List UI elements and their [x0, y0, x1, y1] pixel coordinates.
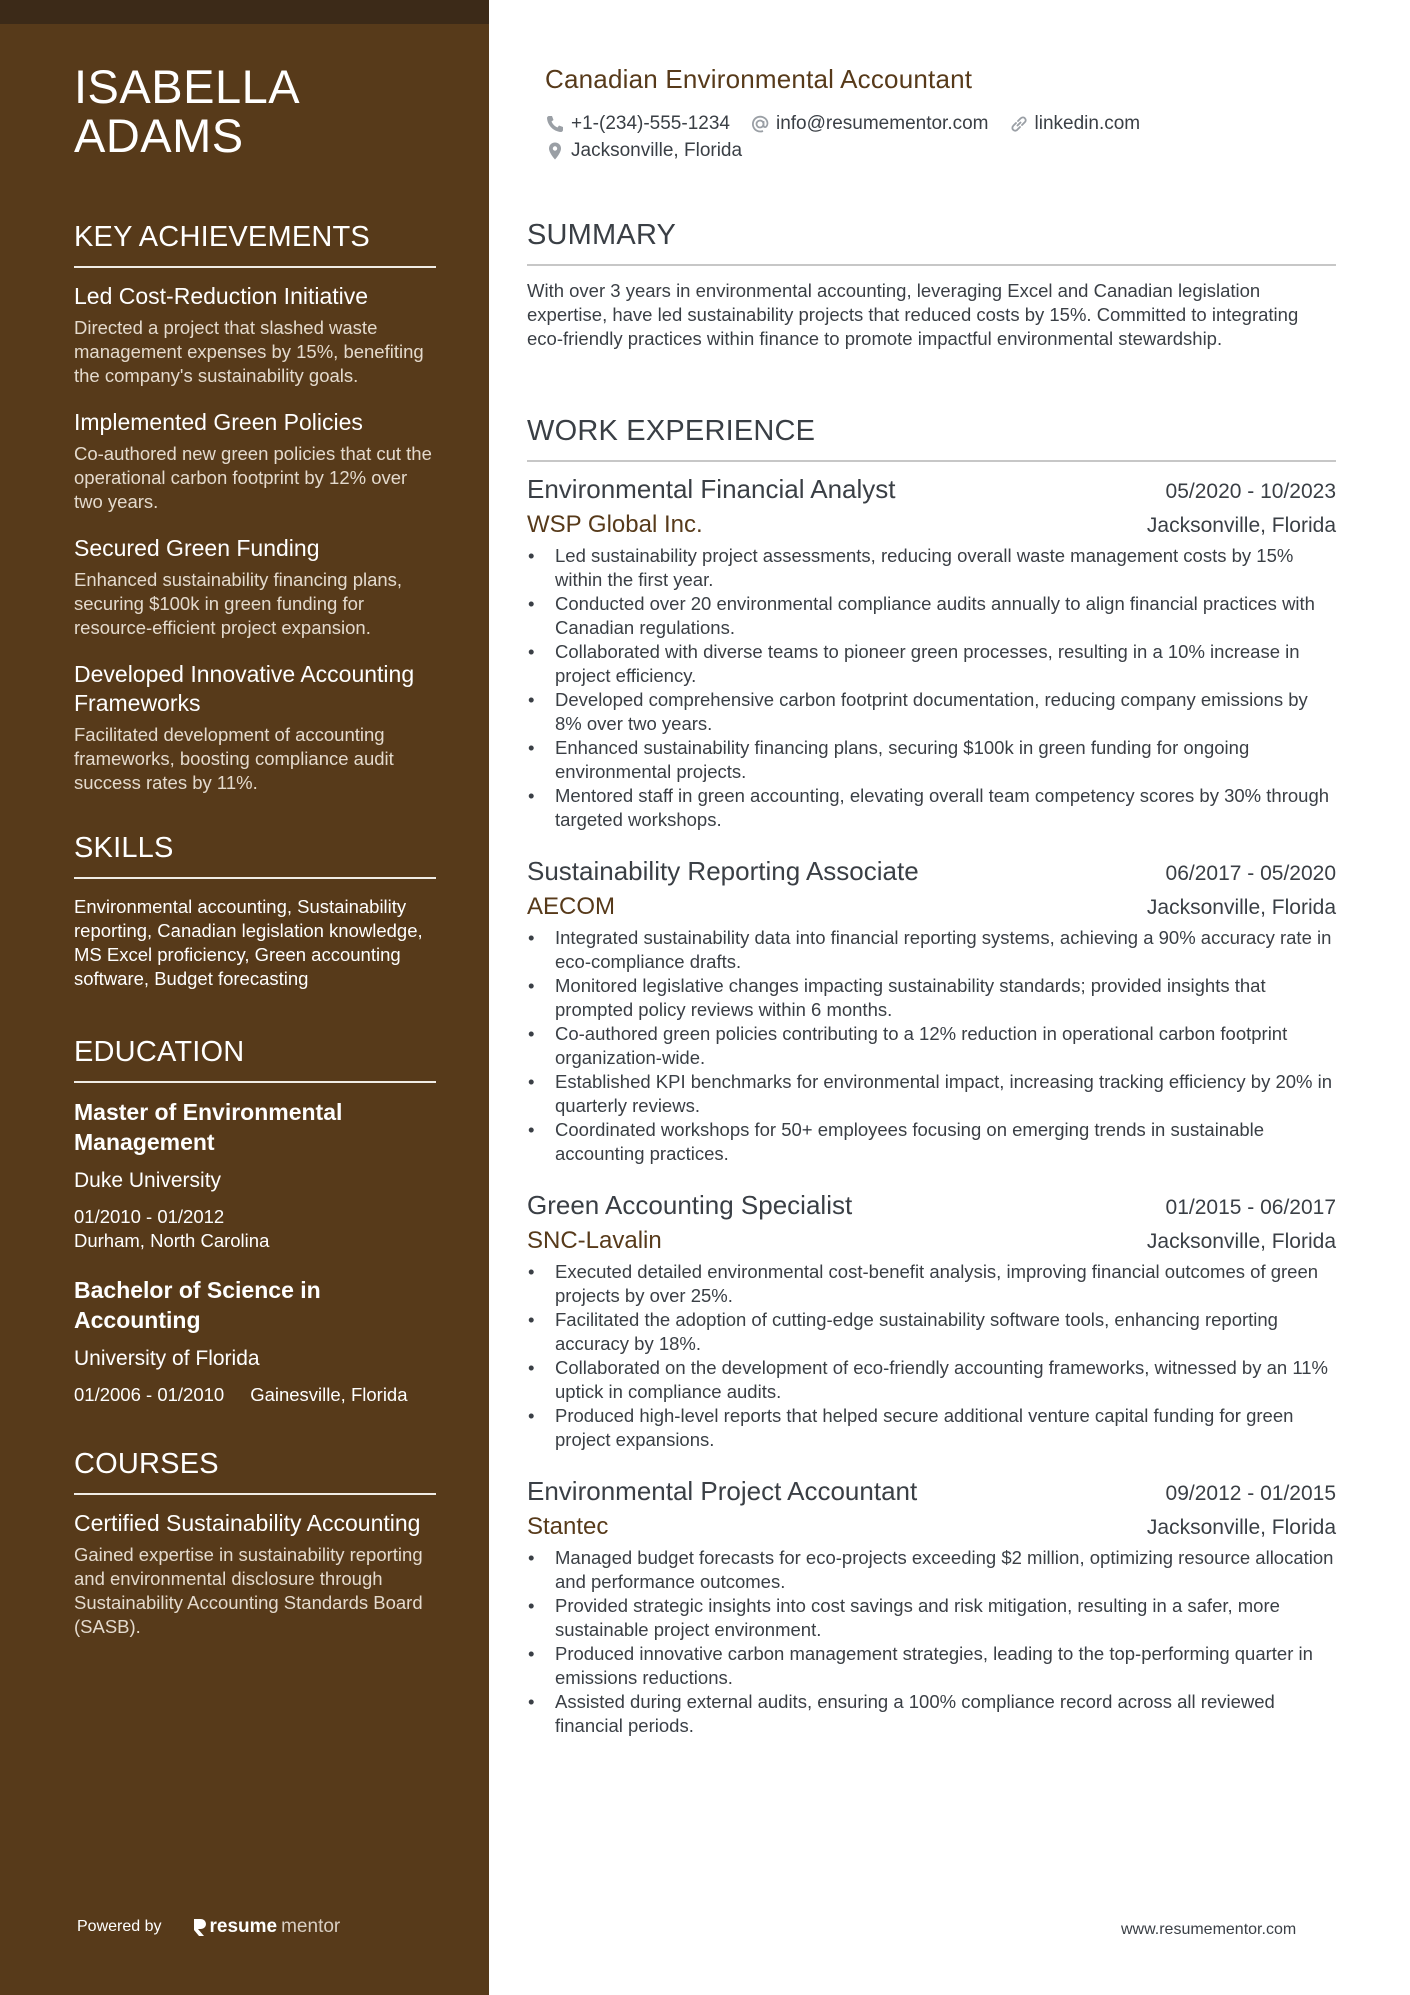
- brand-light-text: mentor: [281, 1916, 341, 1937]
- summary-text: With over 3 years in environmental accounting, leveraging Excel and Canadian legislation expertise, have led sustainability projects that reduced costs by 15%. Committed to integrating eco-friendly practices within finance to promote impactful environmental stewardship.: [527, 280, 1299, 349]
- course-item: [74, 1509, 436, 1639]
- brand-logo[interactable]: [192, 1916, 341, 1938]
- education-section: [74, 1035, 436, 1407]
- job-company: WSP Global Inc.: [527, 511, 703, 538]
- job-location: Jacksonville, Florida: [1146, 1230, 1336, 1253]
- job-bullet: • Collaborated on the development of eco-friendly accounting frameworks, witnessed by an 11% uptick in compliance audits.: [527, 1356, 1336, 1404]
- job-dates: 09/2012 - 01/2015: [1165, 1482, 1336, 1505]
- job-position: Environmental Project Accountant: [527, 1476, 918, 1506]
- job-bullet: • Collaborated with diverse teams to pioneer green processes, resulting in a 10% increase in project efficiency.: [527, 640, 1336, 688]
- achievements-heading: KEY ACHIEVEMENTS: [74, 220, 436, 268]
- job-bullet: • Provided strategic insights into cost savings and risk mitigation, resulting in a safer, more sustainable project environment.: [527, 1594, 1336, 1642]
- job-entry: [527, 854, 1336, 1166]
- job-company: SNC-Lavalin: [527, 1227, 662, 1254]
- achievement-title: Implemented Green Policies: [74, 409, 363, 435]
- education-school: University of Florida: [74, 1347, 260, 1370]
- at-sign-icon: [750, 114, 770, 134]
- job-dates: 06/2017 - 05/2020: [1165, 862, 1336, 885]
- contact-row: [545, 140, 742, 162]
- candidate-title: Canadian Environmental Accountant: [545, 64, 973, 94]
- job-dates: 01/2015 - 06/2017: [1165, 1196, 1336, 1219]
- job-bullet: • Coordinated workshops for 50+ employees focusing on emerging trends in sustainable accounting practices.: [527, 1118, 1336, 1166]
- resumementor-logo-icon: [192, 1917, 206, 1937]
- achievement-item: [74, 534, 436, 640]
- courses-section: [74, 1447, 436, 1639]
- skills-text: Environmental accounting, Sustainability reporting, Canadian legislation knowledge, MS Excel proficiency, Green accounting software, Budget forecasting: [74, 896, 423, 989]
- achievement-desc: Co-authored new green policies that cut the operational carbon footprint by 12% over two years.: [74, 443, 432, 512]
- education-school: Duke University: [74, 1169, 222, 1192]
- achievement-title: Developed Innovative Accounting Frameworks: [74, 661, 415, 716]
- brand-bold-text: resume: [209, 1916, 278, 1937]
- job-position: Sustainability Reporting Associate: [527, 856, 919, 886]
- job-bullet: • Led sustainability project assessments, reducing overall waste management costs by 15% within the first year.: [527, 544, 1336, 592]
- job-entry: [527, 1188, 1336, 1452]
- achievement-desc: Enhanced sustainability financing plans, securing $100k in green funding for resource-efficient project expansion.: [74, 569, 403, 638]
- achievement-title: Led Cost-Reduction Initiative: [74, 283, 369, 309]
- contact-phone[interactable]: [545, 113, 730, 135]
- email-text: info@resumementor.com: [775, 113, 989, 134]
- education-item: [74, 1097, 436, 1253]
- job-location: Jacksonville, Florida: [1146, 1516, 1336, 1539]
- experience-heading: WORK EXPERIENCE: [527, 414, 1336, 462]
- link-icon: [1009, 114, 1029, 134]
- education-location: Gainesville, Florida: [250, 1384, 408, 1405]
- job-bullets: [527, 544, 1336, 832]
- job-bullet: • Enhanced sustainability financing plans, securing $100k in green funding for ongoing environmental projects.: [527, 736, 1336, 784]
- education-dates: 01/2010 - 01/2012: [74, 1206, 225, 1227]
- footer-url[interactable]: www.resumementor.com: [1121, 1921, 1297, 1938]
- education-item: [74, 1275, 436, 1407]
- skills-section: [74, 831, 436, 991]
- job-bullet: • Developed comprehensive carbon footprint documentation, reducing company emissions by 8% over two years.: [527, 688, 1336, 736]
- summary-heading: SUMMARY: [527, 218, 1336, 266]
- powered-by: [77, 1916, 340, 1938]
- job-company: Stantec: [527, 1513, 609, 1540]
- job-bullet: • Managed budget forecasts for eco-projects exceeding $2 million, optimizing resource allocation and performance outcomes.: [527, 1546, 1336, 1594]
- job-entry: [527, 1474, 1336, 1738]
- location-pin-icon: [545, 141, 565, 161]
- education-degree: Bachelor of Science in Accounting: [74, 1277, 321, 1333]
- experience-section: [527, 414, 1336, 1738]
- education-heading: EDUCATION: [74, 1035, 436, 1083]
- job-bullet: • Established KPI benchmarks for environmental impact, increasing tracking efficiency by 20% in quarterly reviews.: [527, 1070, 1336, 1118]
- education-dates: 01/2006 - 01/2010: [74, 1384, 225, 1405]
- course-desc: Gained expertise in sustainability reporting and environmental disclosure through Sustainability Accounting Standards Board (SASB).: [74, 1544, 423, 1637]
- job-position: Green Accounting Specialist: [527, 1190, 853, 1220]
- sidebar-top-bar: [0, 0, 489, 24]
- education-degree: Master of Environmental Management: [74, 1099, 343, 1155]
- job-bullet: • Produced innovative carbon management strategies, leading to the top-performing quarter in emissions reductions.: [527, 1642, 1336, 1690]
- job-location: Jacksonville, Florida: [1146, 514, 1336, 537]
- contact-email[interactable]: [750, 113, 989, 135]
- job-bullet: • Executed detailed environmental cost-benefit analysis, improving financial outcomes of green projects by over 25%.: [527, 1260, 1336, 1308]
- achievement-desc: Facilitated development of accounting frameworks, boosting compliance audit success rates by 11%.: [74, 724, 394, 793]
- name-line-1: ISABELLA: [74, 60, 301, 113]
- job-bullets: [527, 926, 1336, 1166]
- course-title: Certified Sustainability Accounting: [74, 1510, 421, 1536]
- achievement-desc: Directed a project that slashed waste management expenses by 15%, benefiting the company's sustainability goals.: [74, 317, 424, 386]
- job-bullets: [527, 1260, 1336, 1452]
- job-company: AECOM: [527, 893, 616, 920]
- job-dates: 05/2020 - 10/2023: [1165, 480, 1336, 503]
- name-line-2: ADAMS: [74, 109, 244, 162]
- candidate-name: [74, 62, 436, 160]
- phone-icon: [545, 114, 565, 134]
- achievement-item: [74, 282, 436, 388]
- job-bullet: • Facilitated the adoption of cutting-edge sustainability software tools, enhancing reporting accuracy by 18%.: [527, 1308, 1336, 1356]
- sidebar: [0, 0, 489, 1995]
- job-bullet: • Integrated sustainability data into financial reporting systems, achieving a 90% accuracy rate in eco-compliance drafts.: [527, 926, 1336, 974]
- skills-heading: SKILLS: [74, 831, 436, 879]
- job-bullet: • Conducted over 20 environmental compliance audits annually to align financial practices with Canadian regulations.: [527, 592, 1336, 640]
- courses-heading: COURSES: [74, 1447, 436, 1495]
- achievement-title: Secured Green Funding: [74, 535, 320, 561]
- summary-section: [527, 218, 1336, 351]
- contact-linkedin[interactable]: [1009, 113, 1141, 135]
- achievement-item: [74, 408, 436, 514]
- job-location: Jacksonville, Florida: [1146, 896, 1336, 919]
- job-bullet: • Co-authored green policies contributing to a 12% reduction in operational carbon footprint organization-wide.: [527, 1022, 1336, 1070]
- job-bullet: • Produced high-level reports that helped secure additional venture capital funding for green project expansions.: [527, 1404, 1336, 1452]
- powered-by-label: Powered by: [77, 1918, 162, 1935]
- job-bullet: • Assisted during external audits, ensuring a 100% compliance record across all reviewed financial periods.: [527, 1690, 1336, 1738]
- job-bullet: • Mentored staff in green accounting, elevating overall team competency scores by 30% through targeted workshops.: [527, 784, 1336, 832]
- job-bullets: [527, 1546, 1336, 1738]
- achievements-section: [74, 220, 436, 795]
- location-text: Jacksonville, Florida: [571, 140, 743, 161]
- achievement-item: [74, 660, 436, 795]
- phone-text: +1-(234)-555-1234: [571, 113, 730, 134]
- job-position: Environmental Financial Analyst: [527, 474, 896, 504]
- job-entry: [527, 472, 1336, 832]
- linkedin-text: linkedin.com: [1034, 113, 1141, 134]
- contact-location: [545, 140, 742, 162]
- contact-row: [545, 113, 1140, 135]
- job-bullet: • Monitored legislative changes impacting sustainability standards; provided insights that prompted policy reviews within 6 months.: [527, 974, 1336, 1022]
- education-meta: [74, 1383, 436, 1407]
- education-location: Durham, North Carolina: [74, 1230, 270, 1251]
